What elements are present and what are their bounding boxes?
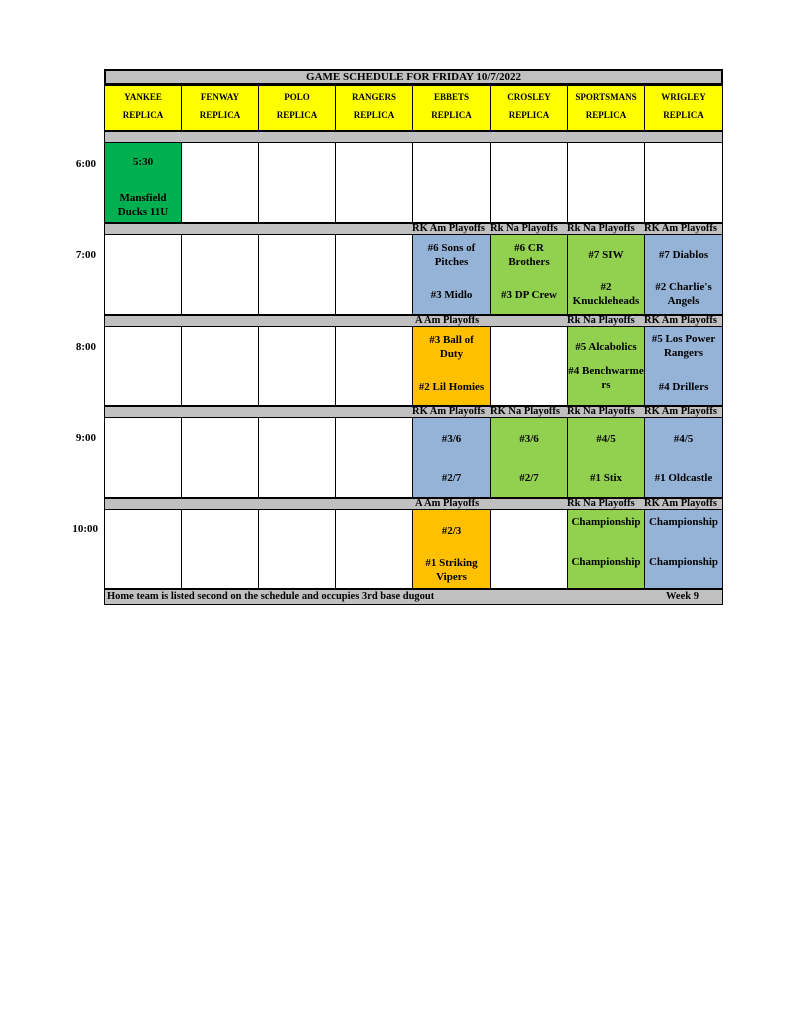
home-team: #2 Charlie's Angels bbox=[655, 281, 712, 307]
game-cell-ebbets-9 bbox=[412, 417, 491, 498]
empty-cell bbox=[258, 417, 336, 498]
empty-cell bbox=[335, 142, 413, 223]
game-cell-sportsmans-8 bbox=[567, 326, 645, 406]
empty-cell bbox=[181, 234, 259, 315]
field-header-rangers bbox=[335, 85, 413, 131]
field-header-wrigley bbox=[644, 85, 723, 131]
field-name: POLO bbox=[284, 92, 310, 102]
game-cell-wrigley-8 bbox=[644, 326, 723, 406]
empty-cell bbox=[490, 509, 568, 589]
away-team: #3/6 bbox=[519, 433, 539, 445]
away-team: #4/5 bbox=[673, 433, 694, 445]
game-cell-crosley-9 bbox=[490, 417, 568, 498]
time-label-6: 6:00 bbox=[75, 158, 96, 170]
division-label: Rk Na Playoffs bbox=[567, 499, 635, 509]
time-label-7: 7:00 bbox=[75, 249, 96, 261]
home-team: #4 Benchwarmers bbox=[568, 365, 644, 391]
home-team: #1 Oldcastle bbox=[654, 472, 713, 484]
away-team: #6 CR Brothers bbox=[508, 242, 550, 268]
field-sub: REPLICA bbox=[663, 110, 704, 120]
empty-cell bbox=[181, 417, 259, 498]
game-cell-sportsmans-10 bbox=[567, 509, 645, 589]
division-label: Rk Na Playoffs bbox=[567, 316, 635, 326]
away-team: #2/3 bbox=[441, 525, 462, 537]
empty-cell bbox=[335, 326, 413, 406]
empty-cell bbox=[181, 142, 259, 223]
empty-cell bbox=[258, 142, 336, 223]
field-sub: REPLICA bbox=[431, 110, 472, 120]
field-sub: REPLICA bbox=[276, 110, 318, 120]
away-team: #5 Alcabolics bbox=[575, 341, 637, 353]
empty-cell bbox=[104, 234, 182, 315]
home-team: #4 Drillers bbox=[658, 381, 709, 393]
away-team: #3/6 bbox=[441, 433, 462, 445]
field-name: CROSLEY bbox=[507, 92, 551, 102]
time-label-10: 10:00 bbox=[72, 523, 98, 535]
empty-cell bbox=[258, 234, 336, 315]
division-label: A Am Playoffs bbox=[415, 499, 480, 509]
field-sub: REPLICA bbox=[122, 110, 164, 120]
field-sub: REPLICA bbox=[508, 110, 550, 120]
schedule-footer bbox=[104, 589, 723, 605]
home-team: #1 Striking Vipers bbox=[425, 557, 478, 583]
game-cell-wrigley-10 bbox=[644, 509, 723, 589]
field-name: YANKEE bbox=[124, 92, 162, 102]
away-team: Championship bbox=[571, 516, 641, 528]
game-cell-ebbets-8 bbox=[412, 326, 491, 406]
division-label: RK Am Playoffs bbox=[644, 407, 717, 417]
away-team: #7 SIW bbox=[588, 249, 624, 261]
game-time: 5:30 bbox=[132, 156, 154, 168]
away-team: #6 Sons of Pitches bbox=[427, 242, 476, 268]
home-team: #2/7 bbox=[519, 472, 539, 484]
field-header-crosley bbox=[490, 85, 568, 131]
away-team: #5 Los Power Rangers bbox=[651, 333, 716, 359]
division-label: RK Am Playoffs bbox=[412, 224, 485, 234]
game-cell-sportsmans-7 bbox=[567, 234, 645, 315]
empty-cell bbox=[181, 509, 259, 589]
field-header-fenway bbox=[181, 85, 259, 131]
game-cell-sportsmans-9 bbox=[567, 417, 645, 498]
game-cell-yankee-6 bbox=[104, 142, 182, 223]
division-label: RK Am Playoffs bbox=[644, 316, 717, 326]
home-team: #3 Midlo bbox=[430, 289, 473, 301]
field-name: FENWAY bbox=[200, 92, 240, 102]
empty-cell bbox=[644, 142, 723, 223]
empty-cell bbox=[335, 234, 413, 315]
home-team: #2/7 bbox=[441, 472, 462, 484]
team-name: Mansfield Ducks 11U bbox=[117, 192, 169, 218]
empty-cell bbox=[258, 326, 336, 406]
field-name: EBBETS bbox=[433, 92, 470, 102]
empty-cell bbox=[104, 509, 182, 589]
time-label-8: 8:00 bbox=[75, 341, 96, 353]
home-team: #2 Lil Homies bbox=[418, 381, 485, 393]
game-cell-ebbets-10 bbox=[412, 509, 491, 589]
empty-cell bbox=[412, 142, 491, 223]
empty-cell bbox=[181, 326, 259, 406]
home-team: Championship bbox=[571, 556, 641, 568]
field-name: WRIGLEY bbox=[661, 92, 706, 102]
away-team: #4/5 bbox=[596, 433, 616, 445]
division-label: Rk Na Playoffs bbox=[567, 224, 635, 234]
field-sub: REPLICA bbox=[199, 110, 241, 120]
game-cell-wrigley-9 bbox=[644, 417, 723, 498]
field-header-sportsmans bbox=[567, 85, 645, 131]
division-label: RK Am Playoffs bbox=[644, 224, 717, 234]
time-label-9: 9:00 bbox=[75, 432, 96, 444]
empty-cell bbox=[335, 417, 413, 498]
empty-cell bbox=[258, 509, 336, 589]
division-label: RK Am Playoffs bbox=[412, 407, 485, 417]
away-team: #7 Diablos bbox=[658, 249, 709, 261]
empty-cell bbox=[490, 326, 568, 406]
field-sub: REPLICA bbox=[585, 110, 627, 120]
game-cell-ebbets-7 bbox=[412, 234, 491, 315]
empty-cell bbox=[490, 142, 568, 223]
game-cell-wrigley-7 bbox=[644, 234, 723, 315]
division-label: Rk Na Playoffs bbox=[567, 407, 635, 417]
home-team: Championship bbox=[648, 556, 719, 568]
division-label: RK Am Playoffs bbox=[644, 499, 717, 509]
week-label: Week 9 bbox=[666, 591, 699, 602]
field-name: SPORTSMANS bbox=[575, 92, 637, 102]
empty-cell bbox=[335, 509, 413, 589]
division-label: RK Na Playoffs bbox=[490, 407, 560, 417]
schedule-title: GAME SCHEDULE FOR FRIDAY 10/7/2022 bbox=[104, 69, 723, 85]
field-name: RANGERS bbox=[351, 92, 396, 102]
away-team: Championship bbox=[648, 516, 719, 528]
division-label: Rk Na Playoffs bbox=[490, 224, 558, 234]
empty-cell bbox=[104, 417, 182, 498]
division-label: A Am Playoffs bbox=[415, 316, 480, 326]
home-team: #1 Stix bbox=[589, 472, 623, 484]
field-sub: REPLICA bbox=[353, 110, 395, 120]
empty-cell bbox=[567, 142, 645, 223]
away-team: #3 Ball of Duty bbox=[429, 334, 474, 360]
game-cell-crosley-7 bbox=[490, 234, 568, 315]
home-team: #2 Knuckleheads bbox=[572, 281, 640, 307]
home-team: #3 DP Crew bbox=[500, 289, 557, 301]
home-team-note: Home team is listed second on the schedule and occupies 3rd base dugout bbox=[107, 591, 435, 602]
field-header-yankee bbox=[104, 85, 182, 131]
empty-cell bbox=[104, 326, 182, 406]
field-header-polo bbox=[258, 85, 336, 131]
field-header-ebbets bbox=[412, 85, 491, 131]
